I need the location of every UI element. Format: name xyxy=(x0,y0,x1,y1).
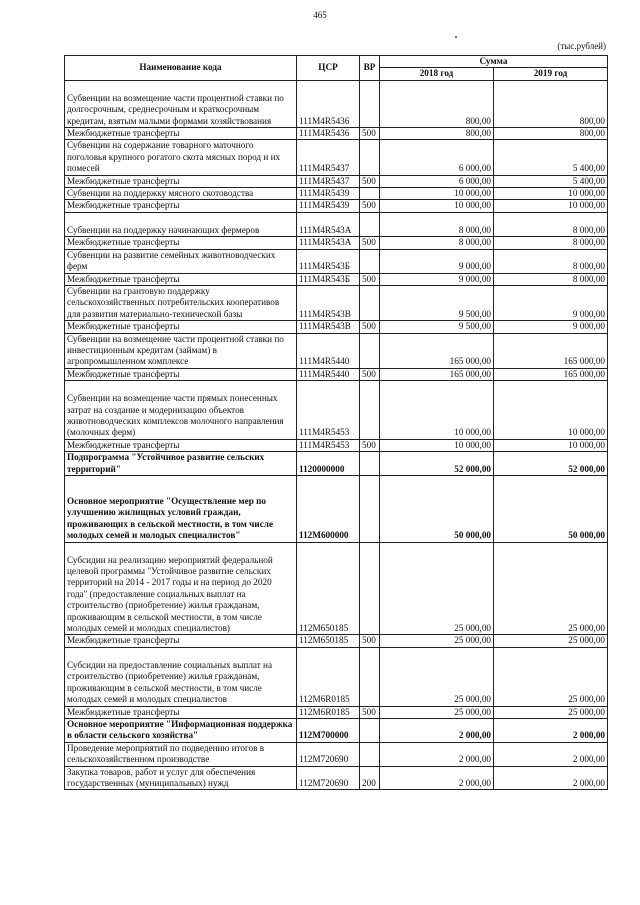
row-name: Субвенции на поддержку начинающих фермеров xyxy=(65,212,297,236)
row-2018: 10 000,00 xyxy=(380,188,494,200)
row-2018: 9 000,00 xyxy=(380,273,494,285)
row-csr: 111М4R5437 xyxy=(297,175,360,187)
row-name: Межбюджетные трансферты xyxy=(65,321,297,333)
row-csr: 112М600000 xyxy=(297,476,360,543)
row-2019: 8 000,00 xyxy=(494,237,608,249)
table-row xyxy=(65,368,608,380)
header-name: Наименование кода xyxy=(65,56,297,81)
row-2018: 9 500,00 xyxy=(380,321,494,333)
row-vr: 500 xyxy=(360,706,380,718)
row-2018: 8 000,00 xyxy=(380,237,494,249)
row-2018: 8 000,00 xyxy=(380,212,494,236)
table-row xyxy=(65,381,608,440)
row-name: Межбюджетные трансферты xyxy=(65,439,297,451)
row-2018: 50 000,00 xyxy=(380,476,494,543)
table-row xyxy=(65,321,608,333)
row-vr: 500 xyxy=(360,175,380,187)
row-vr: 200 xyxy=(360,766,380,790)
table-row xyxy=(65,718,608,742)
row-2018: 2 000,00 xyxy=(380,766,494,790)
row-csr: 112М720690 xyxy=(297,766,360,790)
row-2019: 165 000,00 xyxy=(494,368,608,380)
row-2018: 2 000,00 xyxy=(380,742,494,766)
row-name: Субвенции на возмещение части процентной ставки по инвестиционным кредитам (займам) в агропромышленном комплексе xyxy=(65,333,297,368)
row-name: Межбюджетные трансферты xyxy=(65,237,297,249)
row-vr xyxy=(360,212,380,236)
table-row xyxy=(65,188,608,200)
table-row xyxy=(65,285,608,320)
table-row xyxy=(65,200,608,212)
row-csr: 1120000000 xyxy=(297,452,360,476)
table-row xyxy=(65,175,608,187)
row-csr: 111М4R5439 xyxy=(297,188,360,200)
table-row xyxy=(65,439,608,451)
table-row xyxy=(65,249,608,273)
row-name: Межбюджетные трансферты xyxy=(65,706,297,718)
row-2019: 2 000,00 xyxy=(494,718,608,742)
row-2019: 5 400,00 xyxy=(494,140,608,175)
row-vr xyxy=(360,188,380,200)
row-vr xyxy=(360,381,380,440)
table-row xyxy=(65,80,608,127)
row-2019: 10 000,00 xyxy=(494,200,608,212)
row-2018: 10 000,00 xyxy=(380,200,494,212)
row-2018: 165 000,00 xyxy=(380,333,494,368)
row-name: Межбюджетные трансферты xyxy=(65,128,297,140)
row-2019: 52 000,00 xyxy=(494,452,608,476)
row-name: Основное мероприятие "Осуществление мер по улучшению жилищных условий граждан, проживающих в сельской местности, в том числе молодых семей и молодых специалистов" xyxy=(65,476,297,543)
row-csr: 111М4R543Б xyxy=(297,273,360,285)
table-row xyxy=(65,542,608,635)
row-2019: 50 000,00 xyxy=(494,476,608,543)
row-name: Субвенции на возмещение части прямых понесенных затрат на создание и модернизацию объектов животноводческих комплексов молочного направления (молочных ферм) xyxy=(65,381,297,440)
row-name: Субвенции на содержание товарного маточного поголовья крупного рогатого скота мясных пород и их помесей xyxy=(65,140,297,175)
table-row xyxy=(65,273,608,285)
row-vr: 500 xyxy=(360,635,380,647)
row-2018: 165 000,00 xyxy=(380,368,494,380)
row-2018: 25 000,00 xyxy=(380,706,494,718)
row-vr: 500 xyxy=(360,321,380,333)
row-vr: 500 xyxy=(360,200,380,212)
row-2019: 165 000,00 xyxy=(494,333,608,368)
row-2019: 10 000,00 xyxy=(494,381,608,440)
row-name: Основное мероприятие "Информационная поддержка в области сельского хозяйства" xyxy=(65,718,297,742)
row-csr: 111М4R5440 xyxy=(297,333,360,368)
row-2019: 25 000,00 xyxy=(494,635,608,647)
row-csr: 111М4R543А xyxy=(297,212,360,236)
row-vr xyxy=(360,718,380,742)
row-csr: 111М4R5440 xyxy=(297,368,360,380)
row-name: Проведение мероприятий по подведению итогов в сельскохозяйственном производстве xyxy=(65,742,297,766)
row-2019: 800,00 xyxy=(494,128,608,140)
row-2018: 10 000,00 xyxy=(380,381,494,440)
row-name: Межбюджетные трансферты xyxy=(65,635,297,647)
row-name: Субвенции на возмещение части процентной ставки по долгосрочным, среднесрочным и краткосрочным кредитам, взятым малыми формами хозяйствования xyxy=(65,80,297,127)
row-csr: 112М650185 xyxy=(297,635,360,647)
units-note: (тыс.рублей) xyxy=(557,41,606,51)
row-vr xyxy=(360,542,380,635)
row-name: Субвенции на грантовую поддержку сельскохозяйственных потребительских кооперативов для развития материально-технической базы xyxy=(65,285,297,320)
row-2018: 6 000,00 xyxy=(380,140,494,175)
row-2019: 25 000,00 xyxy=(494,706,608,718)
row-vr xyxy=(360,140,380,175)
row-2018: 25 000,00 xyxy=(380,647,494,706)
row-name: Межбюджетные трансферты xyxy=(65,273,297,285)
row-vr xyxy=(360,647,380,706)
row-name: Субвенции на развитие семейных животноводческих ферм xyxy=(65,249,297,273)
row-vr: 500 xyxy=(360,128,380,140)
row-2019: 9 000,00 xyxy=(494,285,608,320)
row-2019: 800,00 xyxy=(494,80,608,127)
row-vr: 500 xyxy=(360,237,380,249)
row-name: Субвенции на поддержку мясного скотоводства xyxy=(65,188,297,200)
table-row xyxy=(65,742,608,766)
row-vr xyxy=(360,249,380,273)
row-name: Субсидии на реализацию мероприятий федеральной целевой программы "Устойчивое развитие сельских территорий на 2014 - 2017 годы и на период до 2020 года" (предоставление социальных выплат на строительство (приобретение) жилья гражданам, проживающим в сельской местности, в том числе молодых семей и молодых специалистов) xyxy=(65,542,297,635)
header-year-2019: 2019 год xyxy=(494,68,608,80)
table-row xyxy=(65,237,608,249)
table-row xyxy=(65,333,608,368)
row-csr: 111М4R543Б xyxy=(297,249,360,273)
row-vr xyxy=(360,476,380,543)
row-csr: 111М4R5436 xyxy=(297,128,360,140)
row-vr: 500 xyxy=(360,439,380,451)
row-name: Субсидии на предоставление социальных выплат на строительство (приобретение) жилья гражданам, проживающим в сельской местности, в том числе молодых семей и молодых специалистов xyxy=(65,647,297,706)
table-row xyxy=(65,212,608,236)
row-2019: 25 000,00 xyxy=(494,647,608,706)
header-year-2018: 2018 год xyxy=(380,68,494,80)
table-row xyxy=(65,647,608,706)
row-vr xyxy=(360,80,380,127)
row-2018: 9 000,00 xyxy=(380,249,494,273)
row-csr: 112М700000 xyxy=(297,718,360,742)
table-row xyxy=(65,635,608,647)
scan-speck xyxy=(455,36,457,38)
table-row xyxy=(65,706,608,718)
page-number: 465 xyxy=(313,10,327,20)
row-vr xyxy=(360,285,380,320)
table-row xyxy=(65,476,608,543)
row-2018: 9 500,00 xyxy=(380,285,494,320)
row-vr xyxy=(360,742,380,766)
row-csr: 112М6R0185 xyxy=(297,647,360,706)
row-name: Межбюджетные трансферты xyxy=(65,368,297,380)
row-2019: 8 000,00 xyxy=(494,212,608,236)
row-2019: 10 000,00 xyxy=(494,439,608,451)
row-2019: 9 000,00 xyxy=(494,321,608,333)
row-csr: 111М4R543А xyxy=(297,237,360,249)
row-2018: 800,00 xyxy=(380,80,494,127)
table-row xyxy=(65,452,608,476)
row-name: Межбюджетные трансферты xyxy=(65,175,297,187)
row-csr: 111М4R5453 xyxy=(297,439,360,451)
row-vr: 500 xyxy=(360,273,380,285)
table-row xyxy=(65,766,608,790)
row-2018: 25 000,00 xyxy=(380,542,494,635)
row-2019: 5 400,00 xyxy=(494,175,608,187)
row-vr xyxy=(360,452,380,476)
row-2018: 25 000,00 xyxy=(380,635,494,647)
row-csr: 111М4R5453 xyxy=(297,381,360,440)
row-name: Межбюджетные трансферты xyxy=(65,200,297,212)
row-2018: 10 000,00 xyxy=(380,439,494,451)
row-2018: 52 000,00 xyxy=(380,452,494,476)
row-csr: 111М4R543В xyxy=(297,321,360,333)
row-2019: 8 000,00 xyxy=(494,273,608,285)
row-2019: 2 000,00 xyxy=(494,742,608,766)
row-vr: 500 xyxy=(360,368,380,380)
header-csr: ЦСР xyxy=(297,56,360,81)
row-csr: 111М4R543В xyxy=(297,285,360,320)
row-2019: 10 000,00 xyxy=(494,188,608,200)
row-csr: 111М4R5439 xyxy=(297,200,360,212)
row-csr: 111М4R5436 xyxy=(297,80,360,127)
row-csr: 112М6R0185 xyxy=(297,706,360,718)
header-vr: ВР xyxy=(360,56,380,81)
row-2019: 25 000,00 xyxy=(494,542,608,635)
row-2019: 8 000,00 xyxy=(494,249,608,273)
budget-table xyxy=(64,55,608,790)
header-sum: Сумма xyxy=(380,56,608,68)
row-2018: 2 000,00 xyxy=(380,718,494,742)
row-csr: 111М4R5437 xyxy=(297,140,360,175)
table-row xyxy=(65,128,608,140)
row-2019: 2 000,00 xyxy=(494,766,608,790)
row-name: Закупка товаров, работ и услуг для обеспечения государственных (муниципальных) нужд xyxy=(65,766,297,790)
table-row xyxy=(65,140,608,175)
row-csr: 112М720690 xyxy=(297,742,360,766)
row-name: Подпрограмма "Устойчивое развитие сельских территорий" xyxy=(65,452,297,476)
row-2018: 6 000,00 xyxy=(380,175,494,187)
row-vr xyxy=(360,333,380,368)
row-2018: 800,00 xyxy=(380,128,494,140)
row-csr: 112М650185 xyxy=(297,542,360,635)
